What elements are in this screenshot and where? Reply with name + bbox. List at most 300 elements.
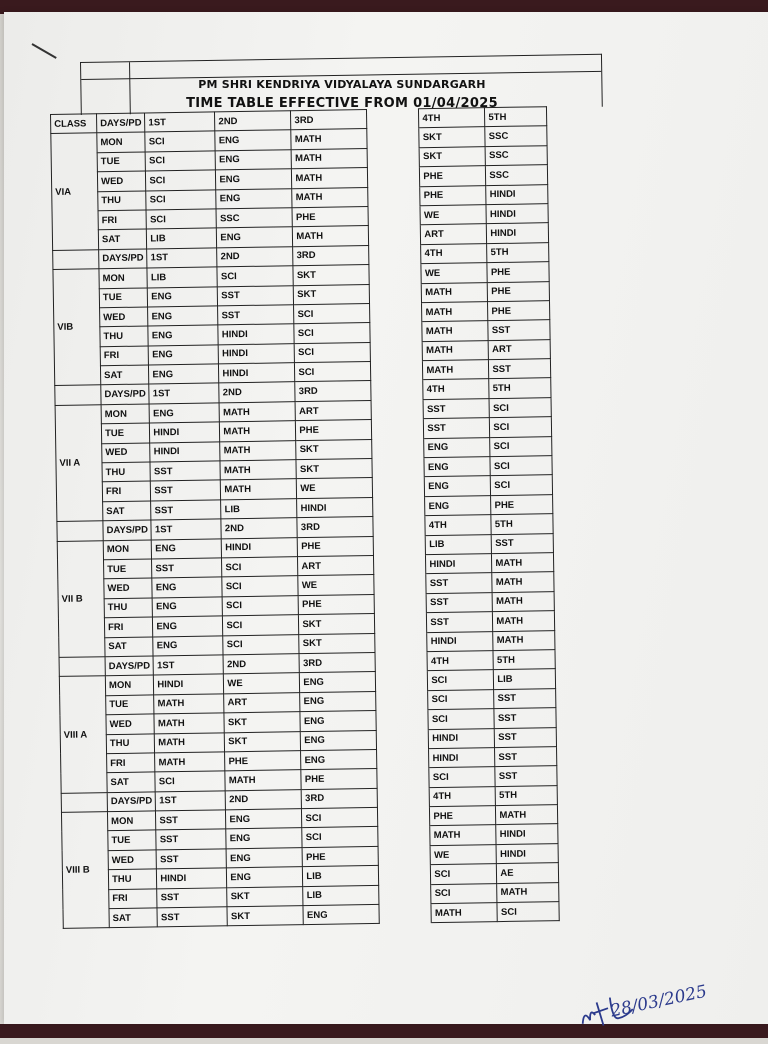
- subject-cell: MATH: [155, 752, 225, 772]
- column-gap: [371, 361, 423, 381]
- subject-cell: MATH: [291, 148, 367, 169]
- subject-cell: ENG: [153, 635, 223, 655]
- subject-cell: PHE: [298, 594, 374, 615]
- subject-cell: HINDI: [429, 728, 495, 748]
- subject-cell: SCI: [497, 902, 559, 922]
- column-gap: [375, 632, 427, 652]
- subject-cell: SST: [156, 829, 226, 849]
- subject-cell: PHE: [292, 206, 368, 227]
- subject-cell: MATH: [492, 553, 554, 573]
- subject-cell: SKT: [227, 886, 303, 907]
- day-cell: MON: [105, 675, 154, 695]
- subject-cell: ENG: [152, 577, 222, 597]
- column-gap: [377, 749, 429, 769]
- subject-cell: ART: [298, 555, 374, 576]
- subject-cell: SKT: [227, 906, 303, 927]
- subject-cell: MATH: [225, 770, 301, 791]
- column-gap: [374, 574, 426, 594]
- subject-cell: MATH: [423, 360, 489, 380]
- subject-cell: MATH: [293, 226, 369, 247]
- column-gap: [372, 438, 424, 458]
- column-gap: [374, 593, 426, 613]
- subject-cell: ENG: [153, 616, 223, 636]
- subject-cell: HINDI: [222, 537, 298, 558]
- subject-cell: SST: [494, 688, 556, 708]
- column-gap: [369, 264, 421, 284]
- subject-cell: SST: [157, 907, 227, 927]
- day-cell: SAT: [103, 501, 152, 521]
- subject-cell: HINDI: [218, 324, 294, 345]
- subject-cell: SST: [150, 461, 220, 481]
- subject-cell: MATH: [496, 805, 558, 825]
- period-header-4th: 4TH: [423, 379, 489, 399]
- subject-cell: MATH: [220, 421, 296, 442]
- subject-cell: MATH: [154, 694, 224, 714]
- column-gap: [379, 904, 431, 924]
- column-gap: [375, 652, 427, 672]
- subject-cell: PHE: [491, 494, 553, 514]
- subject-cell: SCI: [490, 456, 552, 476]
- day-cell: MON: [103, 540, 152, 560]
- subject-cell: SCI: [146, 189, 216, 209]
- subject-cell: SSC: [216, 208, 292, 229]
- subject-cell: SST: [492, 533, 554, 553]
- subject-cell: SST: [157, 887, 227, 907]
- subject-cell: MATH: [219, 402, 295, 423]
- timetable-table: [50, 106, 560, 929]
- day-cell: TUE: [99, 288, 148, 308]
- subject-cell: LIB: [147, 267, 217, 287]
- subject-cell: SST: [427, 612, 493, 632]
- column-gap: [378, 845, 430, 865]
- column-gap: [368, 186, 420, 206]
- subject-cell: SKT: [296, 439, 372, 460]
- column-gap: [378, 826, 430, 846]
- column-gap: [367, 128, 419, 148]
- subject-cell: SKT: [419, 127, 485, 147]
- subject-cell: SST: [495, 766, 557, 786]
- subject-cell: MATH: [493, 630, 555, 650]
- subject-cell: HINDI: [154, 674, 224, 694]
- period-header-1st: 1ST: [145, 112, 215, 132]
- period-header-2nd: 2ND: [215, 111, 291, 132]
- subject-cell: SST: [495, 727, 557, 747]
- column-gap: [374, 555, 426, 575]
- subject-cell: PHE: [420, 166, 486, 186]
- period-header-1st: 1ST: [153, 655, 223, 675]
- period-header-4th: 4TH: [421, 243, 487, 263]
- column-gap: [371, 380, 423, 400]
- period-header-5th: 5TH: [493, 650, 555, 670]
- days-pd-header: DAYS/PD: [107, 792, 156, 812]
- subject-cell: SST: [423, 398, 489, 418]
- subject-cell: SCI: [431, 864, 497, 884]
- subject-cell: SSC: [485, 126, 547, 146]
- subject-cell: LIB: [147, 228, 217, 248]
- subject-cell: ENG: [148, 306, 218, 326]
- subject-cell: HINDI: [426, 554, 492, 574]
- column-gap: [370, 322, 422, 342]
- subject-cell: MATH: [422, 302, 488, 322]
- subject-cell: SCI: [491, 475, 553, 495]
- day-cell: SAT: [107, 772, 156, 792]
- period-header-4th: 4TH: [419, 108, 485, 128]
- subject-cell: MATH: [155, 732, 225, 752]
- subject-cell: SST: [495, 747, 557, 767]
- day-cell: FRI: [109, 889, 158, 909]
- column-gap: [379, 865, 431, 885]
- subject-cell: HINDI: [427, 631, 493, 651]
- subject-cell: SST: [156, 810, 226, 830]
- subject-cell: ART: [488, 339, 550, 359]
- subject-cell: SCI: [294, 323, 370, 344]
- subject-cell: ENG: [149, 403, 219, 423]
- subject-cell: WE: [421, 263, 487, 283]
- subject-cell: HINDI: [496, 824, 558, 844]
- subject-cell: MATH: [497, 882, 559, 902]
- subject-cell: ENG: [303, 904, 379, 925]
- subject-cell: HINDI: [219, 363, 295, 384]
- column-gap: [368, 206, 420, 226]
- column-gap: [376, 671, 428, 691]
- subject-cell: ENG: [216, 188, 292, 209]
- subject-cell: SCI: [222, 576, 298, 597]
- day-cell: MON: [99, 268, 148, 288]
- days-pd-header: DAYS/PD: [103, 520, 152, 540]
- subject-cell: MATH: [431, 903, 497, 923]
- subject-cell: PHE: [298, 536, 374, 557]
- subject-cell: WE: [298, 575, 374, 596]
- column-gap: [370, 283, 422, 303]
- period-header-2nd: 2ND: [217, 246, 293, 267]
- subject-cell: SSC: [485, 145, 547, 165]
- subject-cell: ENG: [216, 169, 292, 190]
- subject-cell: SST: [494, 708, 556, 728]
- subject-cell: ENG: [149, 345, 219, 365]
- subject-cell: SST: [488, 320, 550, 340]
- subject-cell: MATH: [422, 340, 488, 360]
- subject-cell: ENG: [215, 149, 291, 170]
- subject-cell: PHE: [488, 301, 550, 321]
- period-header-3rd: 3RD: [297, 517, 373, 538]
- subject-cell: ENG: [424, 437, 490, 457]
- day-cell: MON: [107, 811, 156, 831]
- day-cell: FRI: [100, 346, 149, 366]
- subject-cell: ENG: [301, 730, 377, 751]
- subject-cell: SKT: [294, 284, 370, 305]
- subject-cell: SCI: [431, 883, 497, 903]
- subject-cell: SST: [424, 418, 490, 438]
- day-cell: FRI: [107, 753, 156, 773]
- class-name-cell: VIA: [51, 133, 99, 250]
- timetable-title: TIME TABLE EFFECTIVE FROM 01/04/2025: [186, 96, 498, 111]
- subject-cell: SCI: [428, 709, 494, 729]
- day-cell: TUE: [101, 423, 150, 443]
- day-cell: WED: [102, 443, 151, 463]
- subject-cell: HINDI: [487, 223, 549, 243]
- subject-cell: AE: [497, 863, 559, 883]
- class-name-cell: VIII B: [61, 812, 109, 929]
- subject-cell: SCI: [217, 266, 293, 287]
- subject-cell: MATH: [493, 611, 555, 631]
- subject-cell: SST: [426, 573, 492, 593]
- subject-cell: SCI: [294, 342, 370, 363]
- subject-cell: ENG: [215, 130, 291, 151]
- subject-cell: MATH: [492, 572, 554, 592]
- class-column-spacer: [53, 249, 99, 269]
- column-gap: [378, 807, 430, 827]
- subject-cell: ENG: [300, 691, 376, 712]
- subject-cell: SCI: [302, 807, 378, 828]
- day-cell: TUE: [104, 559, 153, 579]
- subject-cell: ENG: [148, 325, 218, 345]
- subject-cell: PHE: [487, 262, 549, 282]
- column-gap: [375, 613, 427, 633]
- period-header-3rd: 3RD: [295, 381, 371, 402]
- subject-cell: SCI: [223, 634, 299, 655]
- class-column-spacer: [59, 657, 105, 677]
- column-gap: [368, 167, 420, 187]
- subject-cell: SCI: [222, 595, 298, 616]
- subject-cell: MATH: [220, 440, 296, 461]
- subject-cell: SST: [156, 849, 226, 869]
- column-gap: [377, 729, 429, 749]
- subject-cell: WE: [430, 844, 496, 864]
- subject-cell: WE: [224, 673, 300, 694]
- class-column-spacer: [55, 385, 101, 405]
- day-cell: WED: [104, 578, 153, 598]
- subject-cell: SCI: [490, 436, 552, 456]
- period-header-2nd: 2ND: [221, 518, 297, 539]
- column-gap: [372, 458, 424, 478]
- day-cell: WED: [108, 850, 157, 870]
- subject-cell: SCI: [428, 689, 494, 709]
- class-name-cell: VII A: [55, 405, 103, 522]
- day-cell: FRI: [98, 210, 147, 230]
- period-header-3rd: 3RD: [299, 652, 375, 673]
- subject-cell: SCI: [223, 615, 299, 636]
- subject-cell: SKT: [225, 731, 301, 752]
- column-gap: [377, 787, 429, 807]
- day-cell: WED: [100, 307, 149, 327]
- period-header-3rd: 3RD: [291, 110, 367, 131]
- period-header-5th: 5TH: [495, 785, 557, 805]
- period-header-5th: 5TH: [487, 242, 549, 262]
- subject-cell: MATH: [220, 460, 296, 481]
- column-gap: [379, 884, 431, 904]
- subject-cell: SST: [489, 359, 551, 379]
- subject-cell: MATH: [221, 479, 297, 500]
- column-gap: [369, 244, 421, 264]
- class-column-spacer: [61, 792, 107, 812]
- day-cell: THU: [104, 598, 153, 618]
- period-header-3rd: 3RD: [293, 245, 369, 266]
- column-gap: [373, 496, 425, 516]
- subject-cell: SCI: [489, 398, 551, 418]
- column-gap: [369, 225, 421, 245]
- subject-cell: SCI: [146, 170, 216, 190]
- day-cell: FRI: [102, 481, 151, 501]
- period-header-3rd: 3RD: [301, 788, 377, 809]
- subject-cell: PHE: [296, 420, 372, 441]
- class-column-header: CLASS: [51, 114, 97, 134]
- subject-cell: SST: [218, 305, 294, 326]
- period-header-4th: 4TH: [425, 515, 491, 535]
- day-cell: THU: [108, 869, 157, 889]
- subject-cell: SKT: [299, 633, 375, 654]
- day-cell: THU: [106, 733, 155, 753]
- column-gap: [367, 147, 419, 167]
- day-cell: TUE: [97, 152, 146, 172]
- day-cell: WED: [97, 171, 146, 191]
- column-gap: [370, 341, 422, 361]
- subject-cell: ENG: [301, 749, 377, 770]
- period-header-1st: 1ST: [151, 519, 221, 539]
- subject-cell: SKT: [419, 146, 485, 166]
- subject-cell: SCI: [295, 362, 371, 383]
- subject-cell: ART: [421, 224, 487, 244]
- subject-cell: SCI: [146, 209, 216, 229]
- subject-cell: LIB: [494, 669, 556, 689]
- subject-cell: HINDI: [486, 184, 548, 204]
- subject-cell: LIB: [303, 866, 379, 887]
- subject-cell: MATH: [291, 129, 367, 150]
- subject-cell: SST: [218, 285, 294, 306]
- subject-cell: SST: [426, 592, 492, 612]
- day-cell: TUE: [108, 830, 157, 850]
- pen-mark: [32, 43, 57, 59]
- day-cell: MON: [97, 132, 146, 152]
- subject-cell: ENG: [424, 457, 490, 477]
- subject-cell: WE: [297, 478, 373, 499]
- subject-cell: SKT: [224, 712, 300, 733]
- subject-cell: SST: [152, 558, 222, 578]
- subject-cell: ENG: [152, 597, 222, 617]
- subject-cell: ENG: [425, 495, 491, 515]
- subject-cell: SCI: [155, 771, 225, 791]
- period-header-1st: 1ST: [156, 790, 226, 810]
- subject-cell: PHE: [420, 185, 486, 205]
- school-name: PM SHRI KENDRIYA VIDYALAYA SUNDARGARH: [198, 78, 486, 91]
- subject-cell: MATH: [492, 591, 554, 611]
- day-cell: SAT: [109, 908, 158, 928]
- column-gap: [374, 535, 426, 555]
- day-cell: THU: [100, 326, 149, 346]
- column-gap: [367, 109, 419, 129]
- subject-cell: HINDI: [486, 204, 548, 224]
- signature-date: 28/03/2025: [608, 981, 709, 1022]
- subject-cell: SKT: [296, 459, 372, 480]
- subject-cell: SKT: [293, 265, 369, 286]
- days-pd-header: DAYS/PD: [101, 384, 150, 404]
- day-cell: TUE: [106, 695, 155, 715]
- subject-cell: HINDI: [157, 868, 227, 888]
- period-header-2nd: 2ND: [223, 654, 299, 675]
- class-name-cell: VII B: [57, 540, 105, 657]
- subject-cell: SST: [151, 480, 221, 500]
- subject-cell: MATH: [430, 825, 496, 845]
- subject-cell: PHE: [301, 769, 377, 790]
- subject-cell: SCI: [490, 417, 552, 437]
- subject-cell: ENG: [217, 227, 293, 248]
- column-gap: [371, 400, 423, 420]
- subject-cell: PHE: [302, 846, 378, 867]
- column-gap: [377, 768, 429, 788]
- subject-cell: ENG: [226, 809, 302, 830]
- subject-cell: LIB: [426, 534, 492, 554]
- period-header-5th: 5TH: [491, 514, 553, 534]
- subject-cell: HINDI: [297, 497, 373, 518]
- subject-cell: SCI: [294, 303, 370, 324]
- days-pd-header: DAYS/PD: [105, 656, 154, 676]
- subject-cell: ENG: [226, 847, 302, 868]
- subject-cell: ENG: [148, 286, 218, 306]
- subject-cell: HINDI: [496, 843, 558, 863]
- subject-cell: ENG: [300, 711, 376, 732]
- subject-cell: SCI: [428, 670, 494, 690]
- subject-cell: MATH: [292, 168, 368, 189]
- subject-cell: SCI: [222, 557, 298, 578]
- column-gap: [376, 690, 428, 710]
- subject-cell: MATH: [422, 282, 488, 302]
- subject-cell: ENG: [227, 867, 303, 888]
- period-header-1st: 1ST: [147, 248, 217, 268]
- subject-cell: SST: [151, 500, 221, 520]
- subject-cell: ENG: [300, 672, 376, 693]
- day-cell: SAT: [98, 229, 147, 249]
- subject-cell: HINDI: [219, 343, 295, 364]
- subject-cell: LIB: [221, 498, 297, 519]
- class-name-cell: VIB: [53, 269, 101, 386]
- column-gap: [376, 710, 428, 730]
- column-gap: [373, 477, 425, 497]
- period-header-4th: 4TH: [427, 651, 493, 671]
- subject-cell: PHE: [488, 281, 550, 301]
- column-gap: [372, 419, 424, 439]
- subject-cell: MATH: [422, 321, 488, 341]
- period-header-1st: 1ST: [149, 383, 219, 403]
- subject-cell: MATH: [154, 713, 224, 733]
- period-header-4th: 4TH: [429, 786, 495, 806]
- subject-cell: SCI: [429, 767, 495, 787]
- subject-cell: WE: [420, 205, 486, 225]
- subject-cell: HINDI: [150, 422, 220, 442]
- subject-cell: HINDI: [429, 747, 495, 767]
- subject-cell: MATH: [292, 187, 368, 208]
- subject-cell: SCI: [302, 827, 378, 848]
- subject-cell: PHE: [225, 751, 301, 772]
- paper-sheet: [4, 12, 768, 1024]
- subject-cell: PHE: [430, 806, 496, 826]
- handwritten-signature: [573, 960, 759, 1044]
- subject-cell: ENG: [152, 538, 222, 558]
- day-cell: SAT: [105, 636, 154, 656]
- subject-cell: ENG: [226, 828, 302, 849]
- day-cell: THU: [98, 191, 147, 211]
- subject-cell: ART: [295, 400, 371, 421]
- subject-cell: HINDI: [150, 442, 220, 462]
- class-name-cell: VIII A: [59, 676, 107, 793]
- column-gap: [370, 303, 422, 323]
- day-cell: FRI: [104, 617, 153, 637]
- days-pd-header: DAYS/PD: [97, 113, 146, 133]
- class-column-spacer: [57, 521, 103, 541]
- period-header-2nd: 2ND: [226, 789, 302, 810]
- period-header-5th: 5TH: [489, 378, 551, 398]
- day-cell: WED: [106, 714, 155, 734]
- subject-cell: SKT: [299, 614, 375, 635]
- subject-cell: SCI: [145, 151, 215, 171]
